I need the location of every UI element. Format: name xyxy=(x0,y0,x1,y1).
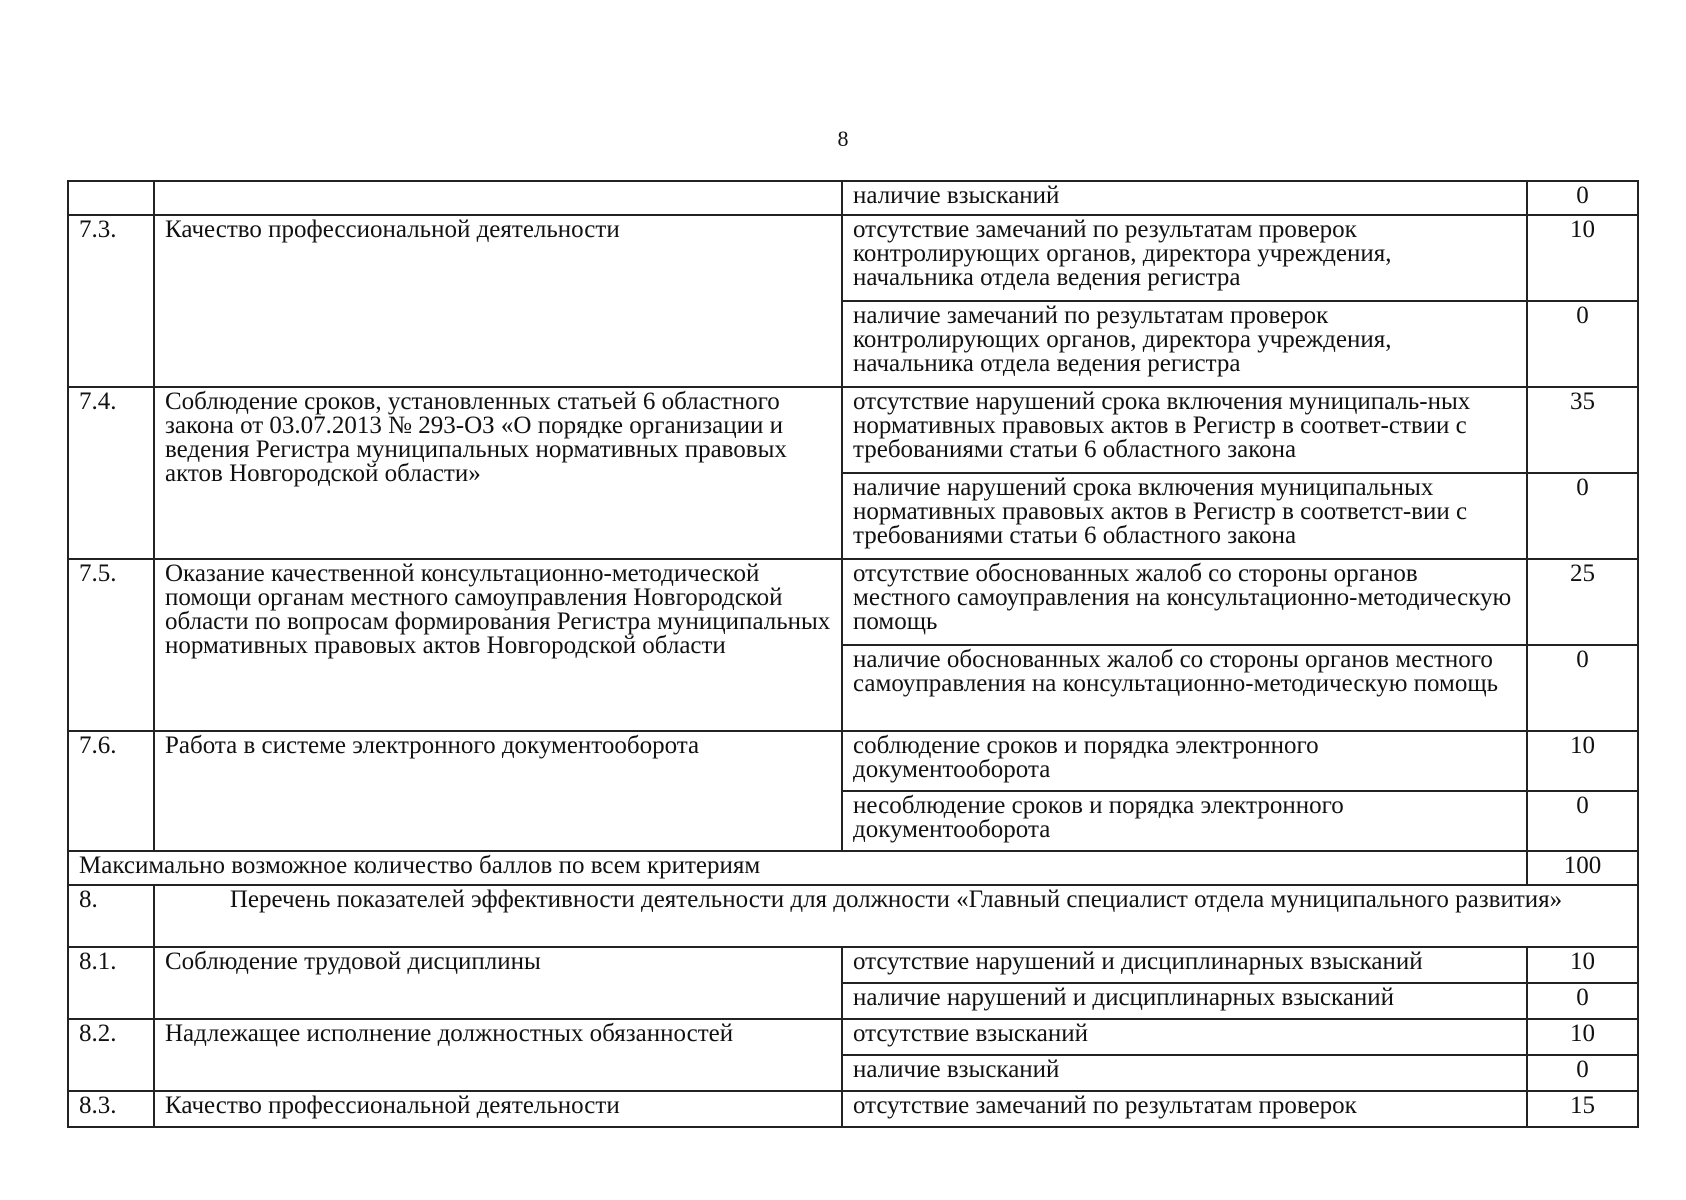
criterion-cell: Качество профессиональной деятельности xyxy=(154,1091,842,1127)
indicator-cell: отсутствие нарушений срока включения муниципаль-ных нормативных правовых актов в Регистр в соответ-ствии с требованиями статьи 6 областного закона xyxy=(842,387,1527,473)
table-row xyxy=(68,851,1638,885)
criterion-cell: Работа в системе электронного документооборота xyxy=(154,731,842,851)
score-cell: 0 xyxy=(1527,645,1638,731)
table-row xyxy=(68,1091,1638,1127)
section-title: Перечень показателей эффективности деятельности для должности «Главный специалист отдела муниципального развития» xyxy=(154,885,1638,947)
row-number xyxy=(68,181,154,215)
indicator-cell: соблюдение сроков и порядка электронного документооборота xyxy=(842,731,1527,791)
indicator-cell: отсутствие замечаний по результатам проверок xyxy=(842,1091,1527,1127)
indicator-cell: отсутствие нарушений и дисциплинарных взысканий xyxy=(842,947,1527,983)
score-cell: 0 xyxy=(1527,301,1638,387)
score-cell: 10 xyxy=(1527,1019,1638,1055)
table-row xyxy=(68,1019,1638,1055)
table-row xyxy=(68,215,1638,301)
row-number: 8.3. xyxy=(68,1091,154,1127)
indicator-cell: наличие взысканий xyxy=(842,1055,1527,1091)
section-number: 8. xyxy=(68,885,154,947)
indicator-cell: наличие обоснованных жалоб со стороны органов местного самоуправления на консультационно-методическую помощь xyxy=(842,645,1527,731)
score-cell: 0 xyxy=(1527,473,1638,559)
score-cell: 10 xyxy=(1527,215,1638,301)
table-row xyxy=(68,387,1638,473)
score-cell: 25 xyxy=(1527,559,1638,645)
criterion-cell xyxy=(154,181,842,215)
page-number: 8 xyxy=(837,126,849,151)
criterion-cell: Надлежащее исполнение должностных обязанностей xyxy=(154,1019,842,1091)
indicator-cell: отсутствие обоснованных жалоб со стороны органов местного самоуправления на консультационно-методическую помощь xyxy=(842,559,1527,645)
score-cell: 10 xyxy=(1527,731,1638,791)
indicator-cell: наличие нарушений и дисциплинарных взысканий xyxy=(842,983,1527,1019)
indicator-cell: отсутствие взысканий xyxy=(842,1019,1527,1055)
max-total-score: 100 xyxy=(1527,851,1638,885)
criterion-cell: Соблюдение трудовой дисциплины xyxy=(154,947,842,1019)
criterion-cell: Качество профессиональной деятельности xyxy=(154,215,842,387)
row-number: 8.2. xyxy=(68,1019,154,1091)
max-total-label: Максимально возможное количество баллов по всем критериям xyxy=(68,851,1527,885)
row-number: 7.3. xyxy=(68,215,154,387)
score-cell: 15 xyxy=(1527,1091,1638,1127)
indicator-cell: наличие взысканий xyxy=(842,181,1527,215)
table-row xyxy=(68,731,1638,791)
table-row xyxy=(68,947,1638,983)
score-cell: 0 xyxy=(1527,791,1638,851)
score-cell: 10 xyxy=(1527,947,1638,983)
indicator-cell: наличие нарушений срока включения муниципальных нормативных правовых актов в Регистр в соответст-вии с требованиями статьи 6 областного закона xyxy=(842,473,1527,559)
indicator-cell: отсутствие замечаний по результатам проверок контролирующих органов, директора учреждения, начальника отдела ведения регистра xyxy=(842,215,1527,301)
score-cell: 0 xyxy=(1527,181,1638,215)
score-cell: 0 xyxy=(1527,1055,1638,1091)
score-cell: 0 xyxy=(1527,983,1638,1019)
indicator-cell: несоблюдение сроков и порядка электронного документооборота xyxy=(842,791,1527,851)
row-number: 7.4. xyxy=(68,387,154,559)
table-row xyxy=(68,559,1638,645)
indicator-cell: наличие замечаний по результатам проверок контролирующих органов, директора учреждения, начальника отдела ведения регистра xyxy=(842,301,1527,387)
criterion-cell: Соблюдение сроков, установленных статьей 6 областного закона от 03.07.2013 № 293-ОЗ «О порядке организации и ведения Регистра муниципальных нормативных правовых актов Новгородской области» xyxy=(154,387,842,559)
table-row xyxy=(68,885,1638,947)
row-number: 8.1. xyxy=(68,947,154,1019)
row-number: 7.6. xyxy=(68,731,154,851)
table-row xyxy=(68,181,1638,215)
row-number: 7.5. xyxy=(68,559,154,731)
criterion-cell: Оказание качественной консультационно-методической помощи органам местного самоуправления Новгородской области по вопросам формирования Регистра муниципальных нормативных правовых актов Новгородской области xyxy=(154,559,842,731)
criteria-table xyxy=(67,180,1639,1128)
score-cell: 35 xyxy=(1527,387,1638,473)
